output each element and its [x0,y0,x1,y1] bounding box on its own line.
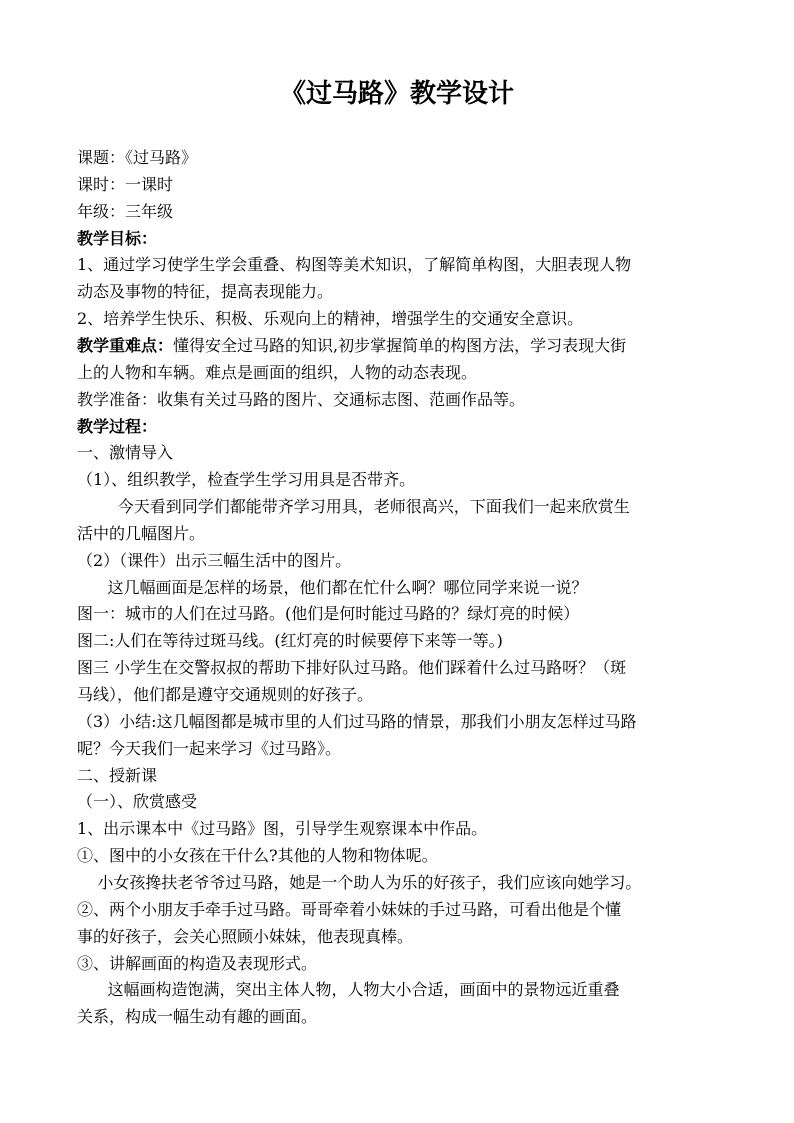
line-text: 今天看到同学们都能带齐学习用具，老师很高兴，下面我们一起来欣赏生 [77,497,630,516]
text-line [77,871,727,895]
text-line [77,415,727,439]
line-text: 这幅画构造饱满，突出主体人物，人物大小合适，画面中的景物远近重叠 [77,980,620,999]
text-line [77,629,727,653]
text-line [77,361,727,385]
text-line [77,710,727,734]
text-line [77,898,727,922]
line-text: 关系，构成一幅生动有趣的画面。 [77,1007,318,1026]
line-text: 动态及事物的特征，提高表现能力。 [77,282,334,301]
text-line [77,280,727,304]
line-text: 1、通过学习使学生学会重叠、构图等美术知识，了解简单构图，大胆表现人物 [77,255,632,274]
line-text: 马线），他们都是遵守交通规则的好孩子。 [77,685,374,704]
line-text: 1、出示课本中《过马路》图，引导学生观察课本中作品。 [77,819,488,838]
line-text: 上的人物和车辆。难点是画面的组织，人物的动态表现。 [77,363,478,382]
text-line [77,227,727,251]
bold-heading: 教学过程： [77,417,158,436]
line-text: 呢？今天我们一起来学习《过马路》。 [77,739,342,758]
line-text: （一）、欣赏感受 [77,792,198,811]
line-text: 懂得安全过马路的知识,初步掌握简单的构图方法，学习表现大街 [173,336,627,355]
text-line [77,388,727,412]
line-text: 教学准备：收集有关过马路的图片、交通标志图、范画作品等。 [77,390,526,409]
text-line [77,468,727,492]
text-line [77,602,727,626]
text-line [77,441,727,465]
text-line [77,737,727,761]
line-text: 二、授新课 [77,766,158,785]
text-line [77,1005,727,1029]
text-line [77,334,727,358]
text-line [77,683,727,707]
line-text: 小女孩搀扶老爷爷过马路，她是一个助人为乐的好孩子，我们应该向她学习。 [77,873,642,892]
text-line [77,844,727,868]
text-line [77,200,727,224]
line-text: ③、讲解画面的构造及表现形式。 [77,954,318,973]
line-text: ①、图中的小女孩在干什么?其他的人物和物体呢。 [77,846,438,865]
line-text: 这几幅画面是怎样的场景，他们都在忙什么啊？哪位同学来说一说？ [77,578,588,597]
text-line [77,978,727,1002]
text-line [77,146,727,170]
line-text: ②、两个小朋友手牵手过马路。哥哥牵着小妹妹的手过马路，可看出他是个懂 [77,900,622,919]
text-line [77,495,727,519]
line-text: （2）（课件）出示三幅生活中的图片。 [77,551,352,570]
text-line [77,549,727,573]
line-text: 课时：一课时 [77,175,174,194]
text-line [77,656,727,680]
text-line [77,173,727,197]
text-line [77,253,727,277]
text-line [77,522,727,546]
line-text: 课题：《过马路》 [77,148,198,167]
text-line [77,764,727,788]
text-line [77,307,727,331]
text-line [77,817,727,841]
bold-heading: 教学目标： [77,229,158,248]
line-text: 活中的几幅图片。 [77,524,206,543]
bold-heading: 教学重难点： [77,336,174,355]
line-text: （3）小结:这几幅图都是城市里的人们过马路的情景，那我们小朋友怎样过马路 [77,712,637,731]
line-text: 图二:人们在等待过斑马线。(红灯亮的时候要停下来等一等。) [77,631,503,650]
line-text: （1）、组织教学，检查学生学习用具是否带齐。 [77,470,416,489]
line-text: 图一：城市的人们在过马路。(他们是何时能过马路的？绿灯亮的时候） [77,604,580,623]
text-line [77,790,727,814]
line-text: 图三 小学生在交警叔叔的帮助下排好队过马路。他们踩着什么过马路呀？（斑 [77,658,627,677]
document-title: 《过马路》教学设计 [279,79,514,109]
line-text: 一、激情导入 [77,443,174,462]
line-text: 事的好孩子，会关心照顾小妹妹，他表现真棒。 [77,927,414,946]
text-line [77,925,727,949]
line-text: 2、培养学生快乐、积极、乐观向上的精神，增强学生的交通安全意识。 [77,309,584,328]
text-line [77,576,727,600]
text-line [77,952,727,976]
line-text: 年级：三年级 [77,202,174,221]
